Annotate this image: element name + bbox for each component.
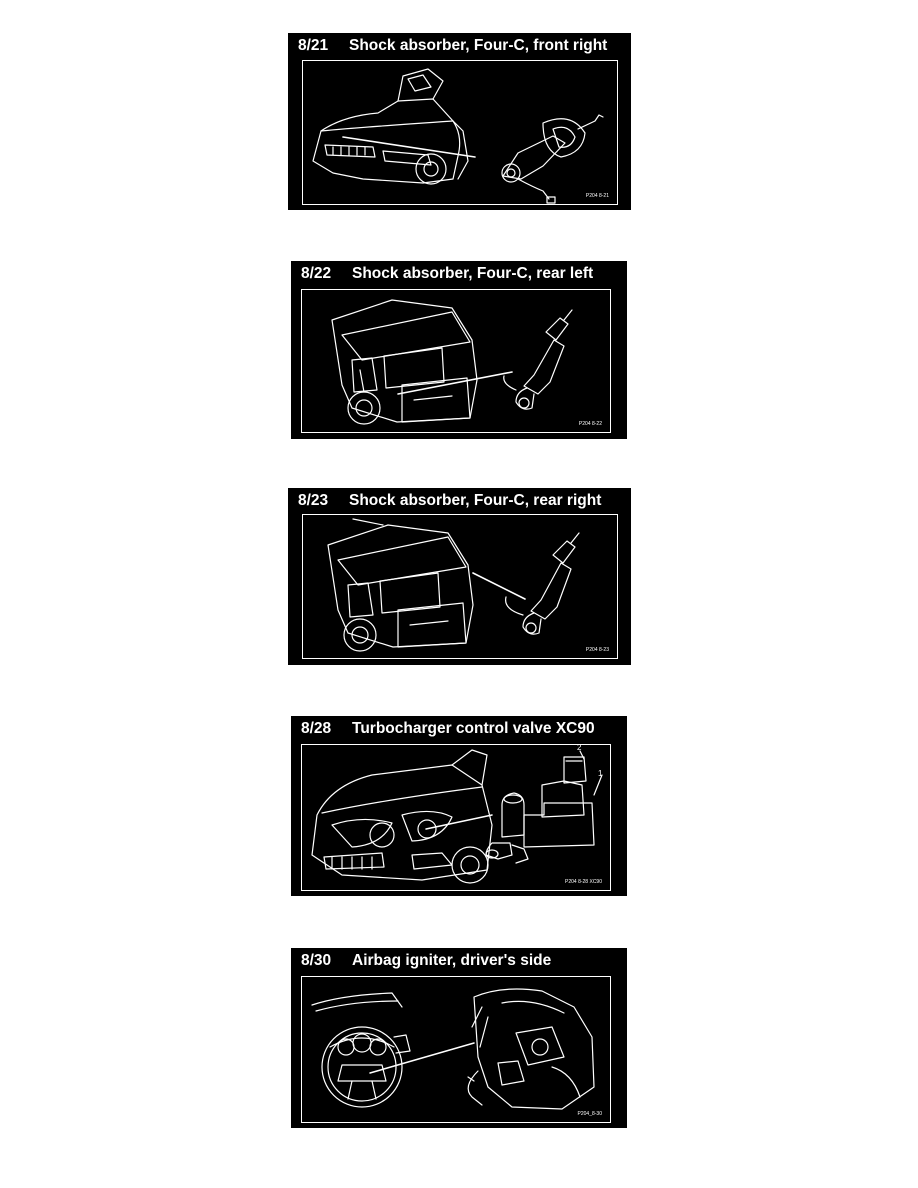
callout-2: 2 — [577, 743, 582, 752]
figure-panel — [291, 261, 627, 439]
figure-title: Turbocharger control valve XC90 — [352, 720, 595, 737]
figure-code: P204 8-28 XC90 — [565, 879, 602, 885]
figure-title: Shock absorber, Four-C, front right — [349, 37, 608, 54]
figure-frame — [301, 976, 611, 1123]
figure-number: 8/30 — [301, 952, 332, 969]
figure-header — [291, 948, 627, 974]
figure-header — [291, 716, 627, 742]
figure-panel — [291, 716, 627, 896]
front-shock-illustration — [303, 61, 617, 204]
figure-panel — [288, 488, 631, 665]
rear-right-shock-illustration — [303, 515, 617, 658]
figure-title: Shock absorber, Four-C, rear left — [352, 265, 594, 282]
figure-frame — [302, 60, 618, 205]
figure-number: 8/23 — [298, 492, 329, 509]
figure-frame — [302, 514, 618, 659]
figure-number: 8/22 — [301, 265, 332, 282]
figure-code: P204 8-23 — [585, 647, 609, 653]
figure-panel — [291, 948, 627, 1128]
callout-1: 1 — [598, 769, 603, 778]
figure-frame — [301, 289, 611, 433]
figure-frame — [301, 744, 611, 891]
turbo-valve-illustration — [302, 745, 610, 890]
figure-header — [288, 33, 631, 59]
figure-code: P204 8-22 — [578, 421, 602, 427]
figure-header — [288, 488, 631, 514]
figure-code: P204 8-21 — [585, 193, 609, 199]
figure-number: 8/21 — [298, 37, 329, 54]
figure-title: Airbag igniter, driver's side — [352, 952, 552, 969]
figure-panel — [288, 33, 631, 210]
figure-header — [291, 261, 627, 287]
figure-title: Shock absorber, Four-C, rear right — [349, 492, 602, 509]
airbag-igniter-illustration — [302, 977, 610, 1122]
figure-number: 8/28 — [301, 720, 332, 737]
rear-left-shock-illustration — [302, 290, 610, 432]
figure-code: P204_8-30 — [577, 1111, 602, 1117]
